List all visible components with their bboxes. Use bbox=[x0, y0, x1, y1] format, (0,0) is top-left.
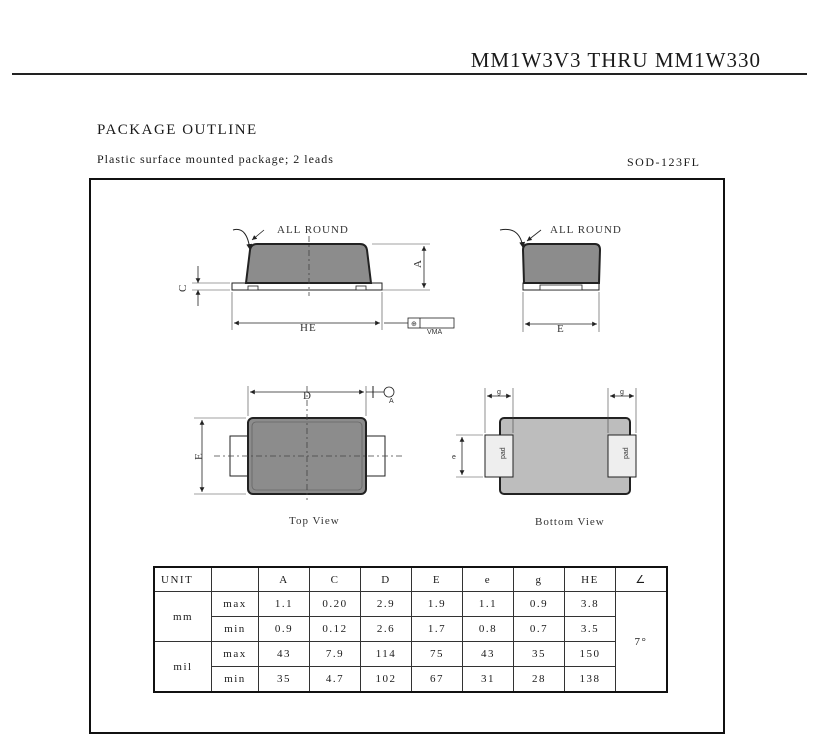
value-cell: 67 bbox=[412, 667, 463, 693]
document-title: MM1W3V3 THRU MM1W330 bbox=[470, 48, 761, 72]
angle-cell: 7° bbox=[616, 592, 668, 693]
datum-circle bbox=[384, 387, 394, 397]
table-header-row bbox=[154, 567, 667, 592]
value-cell: 2.6 bbox=[361, 617, 412, 642]
dim-c-label: C bbox=[177, 283, 189, 292]
section-title: PACKAGE OUTLINE bbox=[97, 122, 258, 138]
value-cell: 35 bbox=[514, 642, 565, 667]
top-view-caption: Top View bbox=[289, 515, 340, 527]
bottom-pad-left bbox=[485, 435, 513, 477]
value-cell: 43 bbox=[259, 642, 310, 667]
dim-e-small-label: e bbox=[452, 454, 456, 461]
header-g: g bbox=[514, 567, 565, 592]
value-cell: 2.9 bbox=[361, 592, 412, 617]
header-d: D bbox=[361, 567, 412, 592]
bound-cell: max bbox=[212, 642, 259, 667]
header-bound bbox=[212, 567, 259, 592]
value-cell: 1.9 bbox=[412, 592, 463, 617]
value-cell: 0.20 bbox=[310, 592, 361, 617]
side-pad-right bbox=[356, 286, 366, 290]
value-cell: 28 bbox=[514, 667, 565, 693]
dimensions-table bbox=[153, 566, 668, 693]
value-cell: 150 bbox=[565, 642, 616, 667]
bound-cell: min bbox=[212, 617, 259, 642]
value-cell: 3.8 bbox=[565, 592, 616, 617]
value-cell: 1.1 bbox=[259, 592, 310, 617]
top-view bbox=[193, 386, 404, 527]
side-all-round-label: ALL ROUND bbox=[277, 224, 349, 236]
dim-e-label: E bbox=[557, 323, 565, 335]
header-e-small: e bbox=[463, 567, 514, 592]
value-cell: 0.9 bbox=[259, 617, 310, 642]
dim-he-label: HE bbox=[300, 322, 317, 334]
header-he: HE bbox=[565, 567, 616, 592]
unit-cell: mil bbox=[154, 642, 212, 693]
value-cell: 7.9 bbox=[310, 642, 361, 667]
bound-cell: min bbox=[212, 667, 259, 693]
value-cell: 31 bbox=[463, 667, 514, 693]
dim-d-label: D bbox=[303, 390, 312, 402]
side-view bbox=[177, 224, 454, 336]
value-cell: 114 bbox=[361, 642, 412, 667]
end-round-leader bbox=[527, 230, 541, 241]
end-view bbox=[500, 224, 622, 335]
value-cell: 43 bbox=[463, 642, 514, 667]
side-body bbox=[246, 244, 371, 283]
header-e: E bbox=[412, 567, 463, 592]
dim-e2-label: E bbox=[193, 452, 205, 460]
side-pad-left bbox=[248, 286, 258, 290]
tol-reference: VMA bbox=[427, 329, 443, 336]
value-cell: 1.1 bbox=[463, 592, 514, 617]
pad-right-label: pad bbox=[623, 447, 630, 459]
unit-cell: mm bbox=[154, 592, 212, 642]
end-round-arc bbox=[500, 229, 523, 248]
value-cell: 75 bbox=[412, 642, 463, 667]
side-round-arc bbox=[233, 229, 250, 250]
value-cell: 0.7 bbox=[514, 617, 565, 642]
value-cell: 4.7 bbox=[310, 667, 361, 693]
value-cell: 1.7 bbox=[412, 617, 463, 642]
table-row bbox=[154, 617, 667, 642]
value-cell: 102 bbox=[361, 667, 412, 693]
dim-g-right-label: g bbox=[620, 389, 624, 396]
value-cell: 3.5 bbox=[565, 617, 616, 642]
side-round-leader bbox=[252, 230, 264, 240]
tol-symbol: ⊕ bbox=[411, 321, 417, 328]
bottom-view bbox=[452, 388, 636, 528]
header-c: C bbox=[310, 567, 361, 592]
end-pad bbox=[540, 285, 582, 290]
pad-left-label: pad bbox=[500, 447, 507, 459]
value-cell: 138 bbox=[565, 667, 616, 693]
value-cell: 0.8 bbox=[463, 617, 514, 642]
end-body bbox=[523, 244, 600, 283]
table-row bbox=[154, 642, 667, 667]
bound-cell: max bbox=[212, 592, 259, 617]
table-row bbox=[154, 592, 667, 617]
value-cell: 35 bbox=[259, 667, 310, 693]
end-all-round-label: ALL ROUND bbox=[550, 224, 622, 236]
bottom-pad-right bbox=[608, 435, 636, 477]
bottom-view-caption: Bottom View bbox=[535, 516, 605, 528]
section-subtitle: Plastic surface mounted package; 2 leads bbox=[97, 152, 334, 166]
header-a: A bbox=[259, 567, 310, 592]
dim-g-left-label: g bbox=[497, 389, 501, 396]
header-unit: UNIT bbox=[154, 567, 212, 592]
dim-a-label: A bbox=[412, 259, 424, 268]
table-row bbox=[154, 667, 667, 693]
value-cell: 0.12 bbox=[310, 617, 361, 642]
header-angle: ∠ bbox=[616, 567, 668, 592]
value-cell: 0.9 bbox=[514, 592, 565, 617]
datum-label: A bbox=[389, 398, 394, 405]
package-code: SOD-123FL bbox=[627, 155, 701, 169]
